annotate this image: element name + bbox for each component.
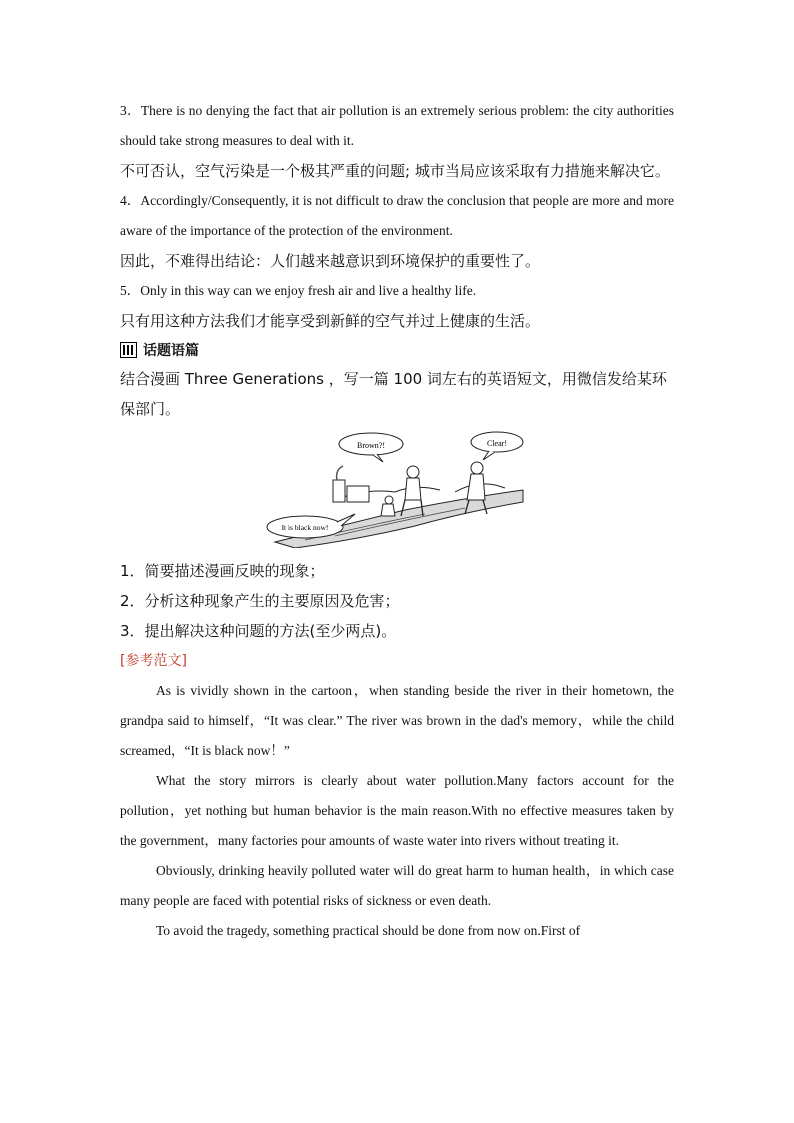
essay-paragraph-1: As is vividly shown in the cartoon，when standing beside the river in their hometown, the grandpa said to himself，“It was clear.” The river was brown in the dad's memory，while the child screamed，“It is black now！” xyxy=(120,683,674,758)
requirement-2: 2．分析这种现象产生的主要原因及危害； xyxy=(120,592,400,610)
section-title: 话题语篇 xyxy=(143,343,199,359)
item-5-chinese: 只有用这种方法我们才能享受到新鲜的空气并过上健康的生活。 xyxy=(120,312,541,330)
item-4-english: 4．Accordingly/Consequently, it is not difficult to draw the conclusion that people are more and more aware of the importance of the protection of the environment. xyxy=(120,193,674,238)
bubble-black: It is black now! xyxy=(281,523,329,532)
three-generations-cartoon xyxy=(265,430,529,548)
requirement-3: 3．提出解决这种问题的方法(至少两点)。 xyxy=(120,622,397,640)
section-heading xyxy=(120,336,674,364)
cartoon-container xyxy=(120,430,674,548)
writing-prompt: 结合漫画 Three Generations ，写一篇 100 词左右的英语短文，用微信发给某环保部门。 xyxy=(120,370,667,418)
reference-label: [参考范文] xyxy=(120,653,187,669)
bubble-clear: Clear! xyxy=(487,439,507,448)
roman-three-icon xyxy=(120,342,137,358)
item-4-chinese: 因此，不难得出结论：人们越来越意识到环境保护的重要性了。 xyxy=(120,252,541,270)
item-5-english: 5．Only in this way can we enjoy fresh air and live a healthy life. xyxy=(120,283,477,298)
essay-paragraph-2: What the story mirrors is clearly about water pollution.Many factors account for the pollution，yet nothing but human behavior is the main reason.With no effective measures taken by the government，many factories pour amounts of waste water into rivers without treating it. xyxy=(120,773,674,848)
bubble-brown: Brown?! xyxy=(357,441,385,450)
item-3-chinese: 不可否认，空气污染是一个极其严重的问题; 城市当局应该采取有力措施来解决它。 xyxy=(120,162,670,180)
item-3-english: 3．There is no denying the fact that air pollution is an extremely serious problem: the city authorities should take strong measures to deal with it. xyxy=(120,103,674,148)
essay-paragraph-4: To avoid the tragedy, something practical should be done from now on.First of xyxy=(156,923,581,938)
requirement-1: 1．简要描述漫画反映的现象； xyxy=(120,562,325,580)
essay-paragraph-3: Obviously, drinking heavily polluted water will do great harm to human health，in which case many people are faced with potential risks of sickness or even death. xyxy=(120,863,674,908)
document-page xyxy=(120,96,674,946)
